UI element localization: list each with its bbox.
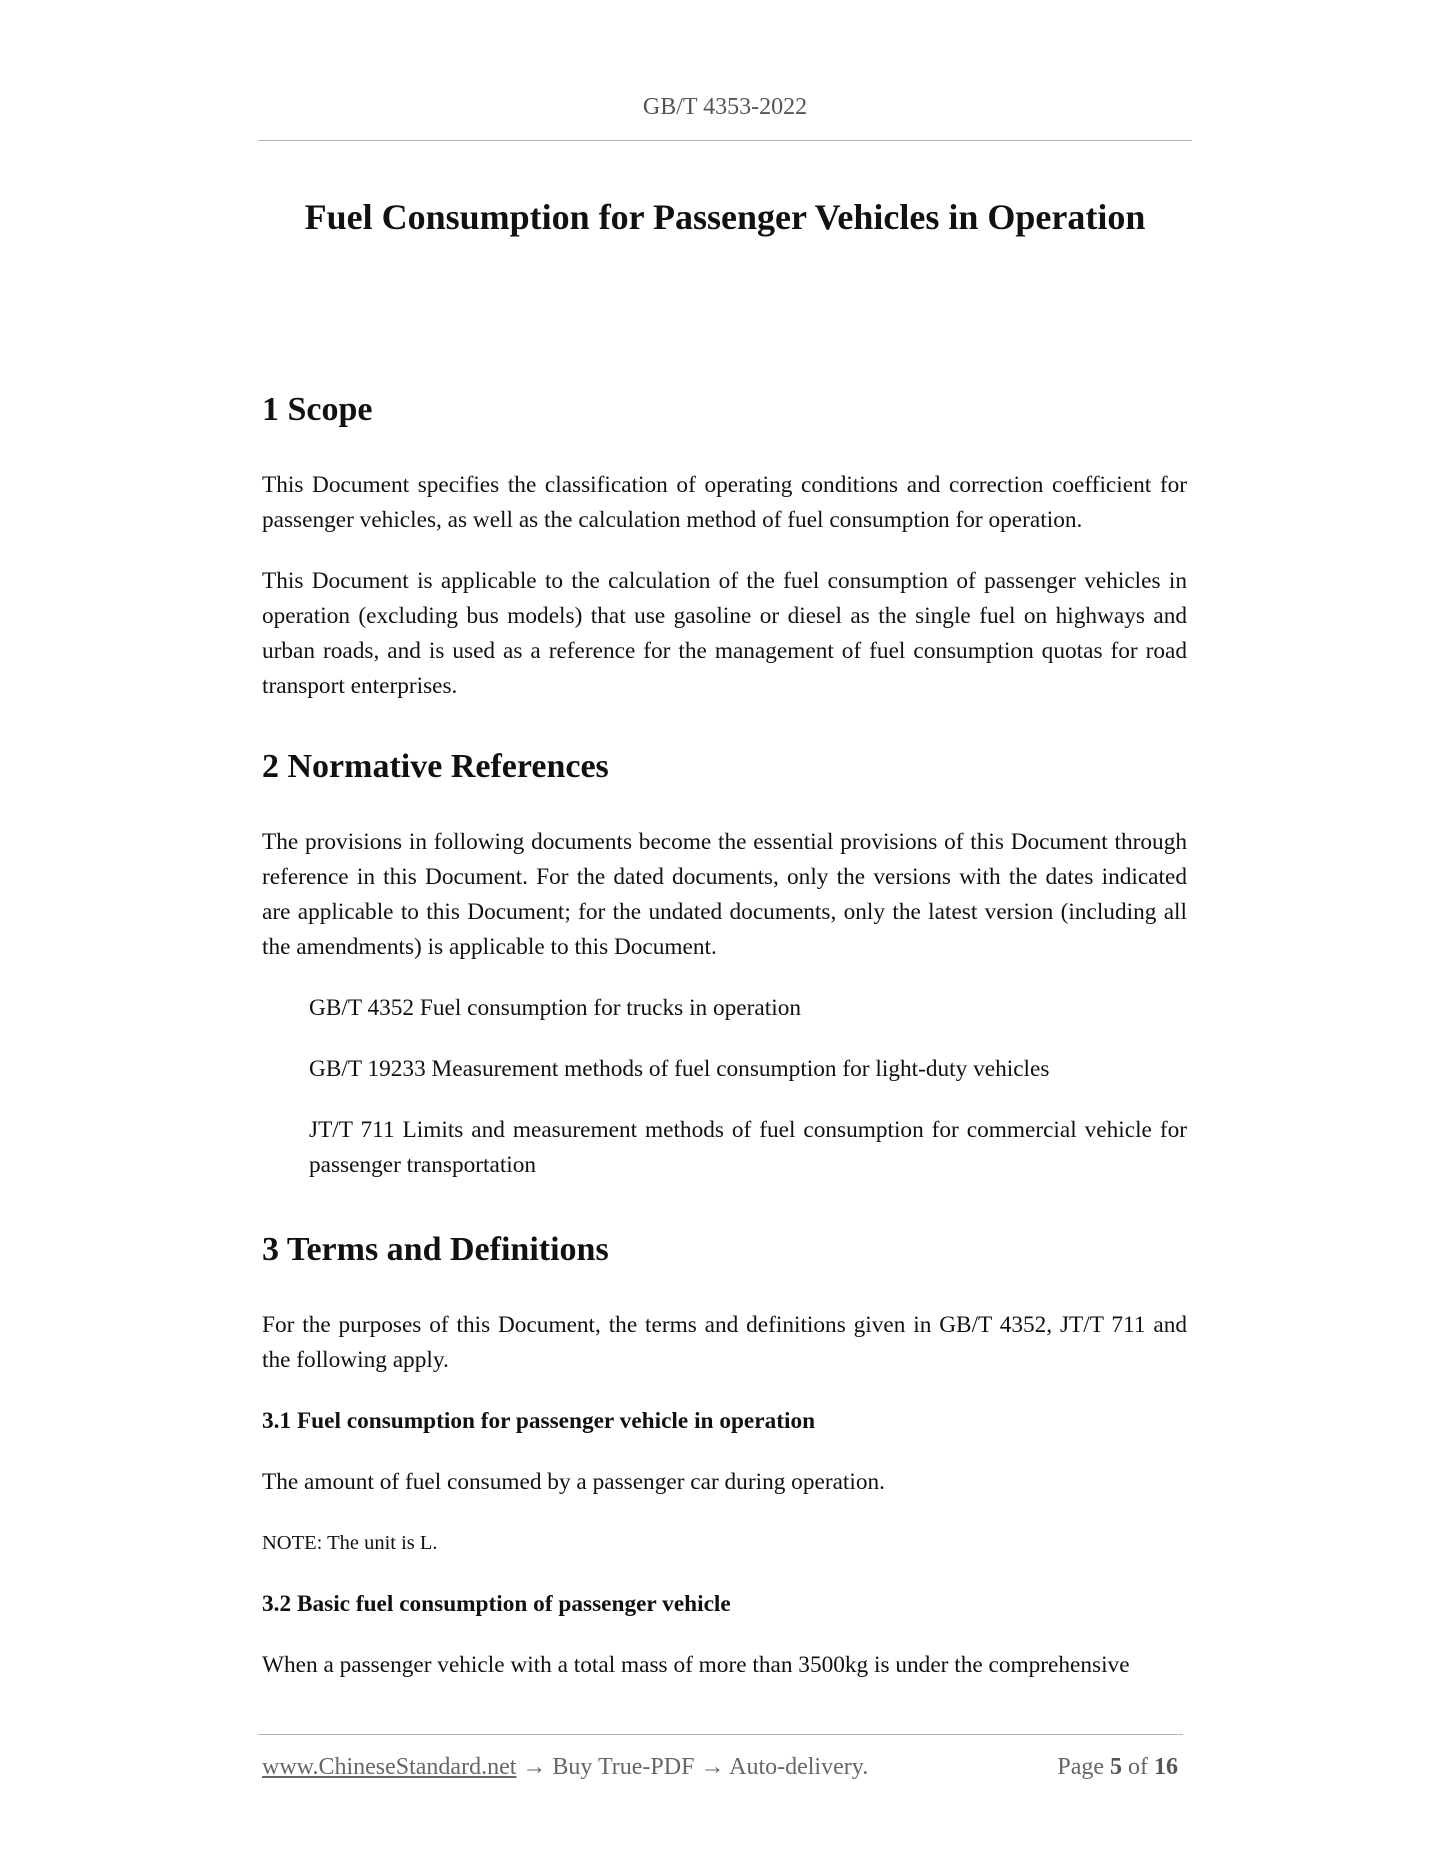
term-3-1-note: NOTE: The unit is L. (262, 1532, 438, 1554)
website-link[interactable]: www.ChineseStandard.net (262, 1754, 517, 1780)
page-total: 16 (1154, 1754, 1178, 1780)
term-3-1-title: 3.1 Fuel consumption for passenger vehicle in operation (262, 1408, 816, 1434)
reference-item: GB/T 4352 Fuel consumption for trucks in operation (309, 995, 801, 1021)
page-number: 5 (1110, 1754, 1122, 1780)
reference-item: JT/T 711 Limits and measurement methods of fuel consumption for commercial vehicle for passenger transportation (309, 1117, 1187, 1178)
footer-tagline: → Buy True-PDF → Auto-delivery. (516, 1754, 869, 1780)
document-body (262, 390, 1187, 1683)
section-heading-terms-definitions: 3 Terms and Definitions (262, 1231, 609, 1268)
scope-paragraph-2: This Document is applicable to the calculation of the fuel consumption of passenger vehicles in operation (excluding bus models) that use gasoline or diesel as the single fuel on highways and urban roads, and is used as a reference for the management of fuel consumption quotas for road transport enterprises. (262, 568, 1187, 699)
header-rule (258, 140, 1192, 141)
term-3-1-definition: The amount of fuel consumed by a passenger car during operation. (262, 1469, 885, 1495)
term-3-2-title: 3.2 Basic fuel consumption of passenger vehicle (262, 1591, 731, 1617)
of-label: of (1128, 1754, 1148, 1780)
terms-paragraph: For the purposes of this Document, the terms and definitions given in GB/T 4352, JT/T 711 and the following apply. (262, 1312, 1187, 1373)
running-header: GB/T 4353-2022 (642, 94, 808, 120)
section-heading-scope: 1 Scope (262, 391, 373, 428)
page-label: Page (1057, 1754, 1104, 1780)
scope-paragraph-1: This Document specifies the classification of operating conditions and correction coefficient for passenger vehicles, as well as the calculation method of fuel consumption for operation. (262, 472, 1187, 533)
footer-rule (258, 1734, 1183, 1735)
term-3-2-definition: When a passenger vehicle with a total mass of more than 3500kg is under the comprehensive (262, 1652, 1130, 1678)
page-footer (262, 1754, 1182, 1781)
section-heading-normative-references: 2 Normative References (262, 748, 609, 785)
page-indicator (1057, 1754, 1178, 1781)
document-title: Fuel Consumption for Passenger Vehicles in Operation (304, 197, 1146, 237)
normative-paragraph: The provisions in following documents become the essential provisions of this Document through reference in this Document. For the dated documents, only the versions with the dates indicated are applicable to this Document; for the undated documents, only the latest version (including all the amendments) is applicable to this Document. (262, 829, 1187, 960)
reference-item: GB/T 19233 Measurement methods of fuel consumption for light-duty vehicles (309, 1056, 1050, 1082)
